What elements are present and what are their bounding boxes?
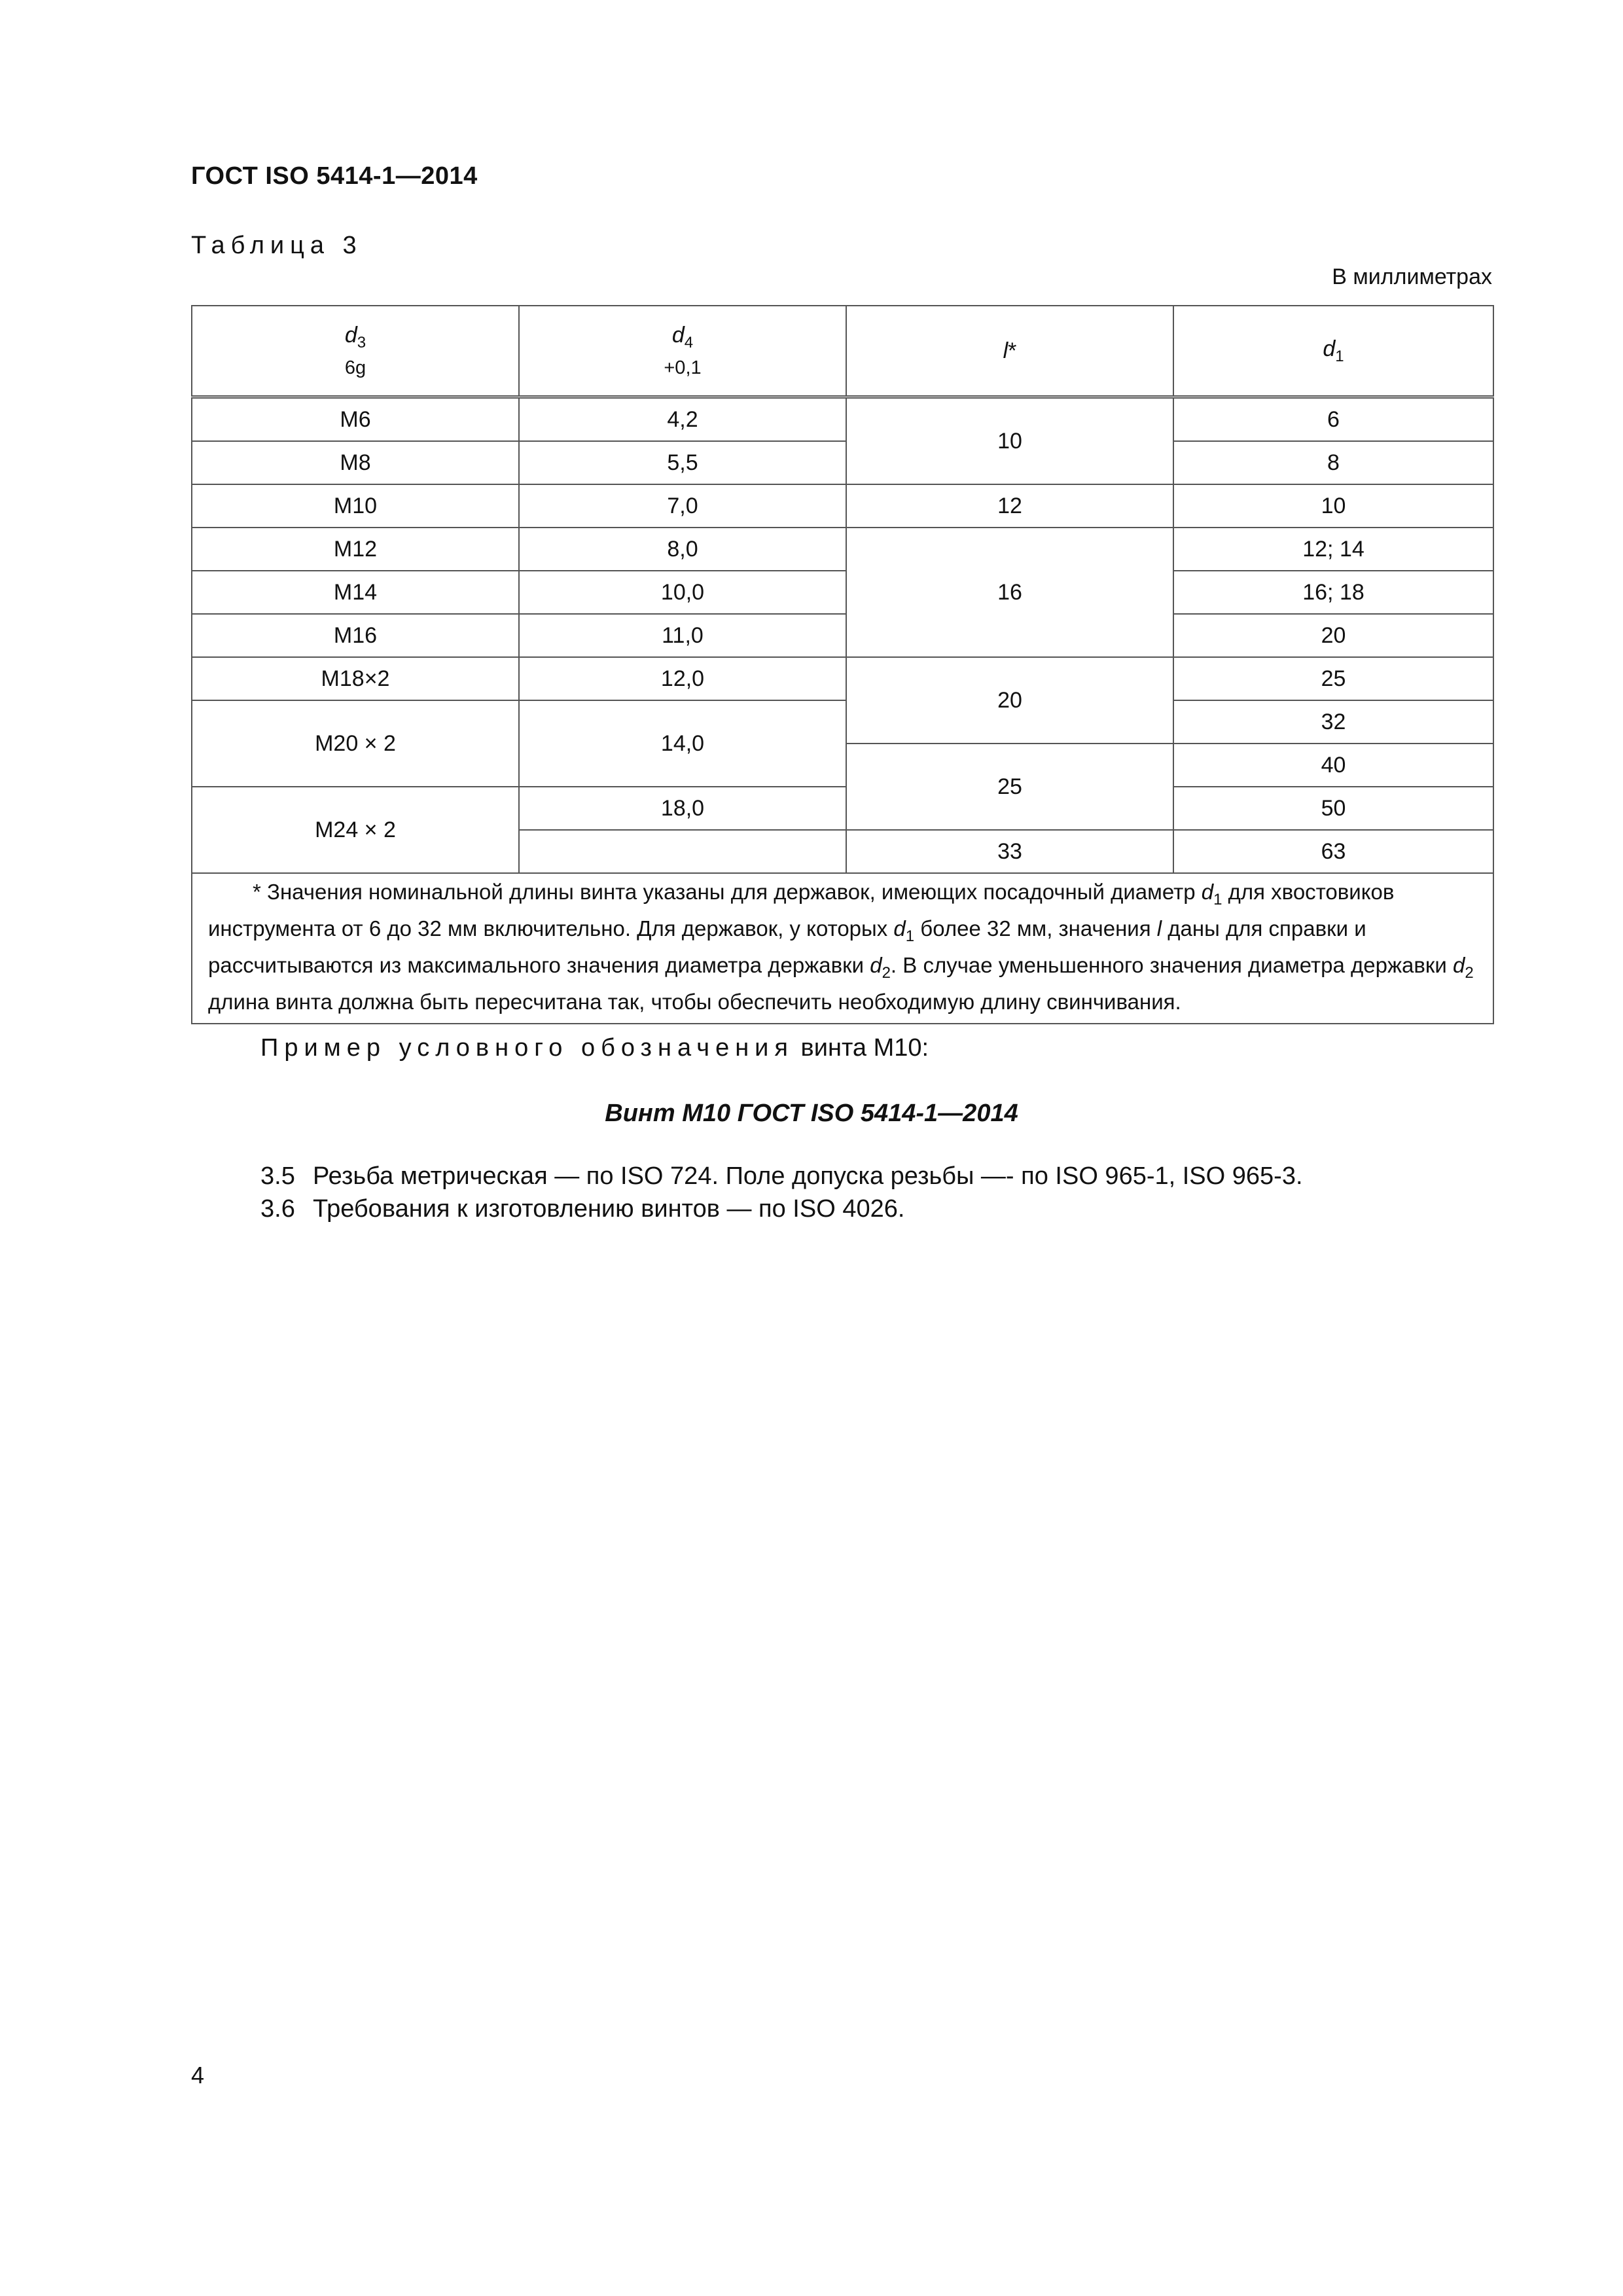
- symbol: d: [1323, 336, 1336, 361]
- cell-d3: M18×2: [192, 657, 519, 700]
- cell-d1: 63: [1173, 830, 1493, 873]
- table-row: [192, 528, 1493, 571]
- example-designation: Винт М10 ГОСТ ISO 5414-1—2014: [605, 1100, 1018, 1127]
- cell-d4-empty: [519, 830, 846, 873]
- note-subscript: 1: [1213, 891, 1222, 908]
- note-text: * Значения номинальной длины винта указаны для державок, имеющих посадочный диаметр: [253, 880, 1202, 904]
- cell-d1: 10: [1173, 484, 1493, 528]
- note-symbol: d: [1201, 880, 1214, 904]
- tolerance: +0,1: [664, 357, 702, 378]
- cell-d1: 40: [1173, 744, 1493, 787]
- clause-text: Требования к изготовлению винтов — по ISO 4026.: [313, 1195, 905, 1223]
- cell-d4: 5,5: [519, 441, 846, 484]
- note-subscript: 2: [1465, 964, 1474, 982]
- cell-l: 10: [846, 397, 1173, 485]
- clause-3-5: [260, 1162, 1303, 1191]
- cell-l: 33: [846, 830, 1173, 873]
- note-text: для хвостовиков инструмента от 6 до 32 мм включительно. Для державок, у которых: [208, 880, 1395, 941]
- symbol: l: [1003, 338, 1008, 363]
- note-text: более 32 мм, значения: [914, 916, 1157, 941]
- column-header-d3: [192, 306, 519, 397]
- cell-d1: 20: [1173, 614, 1493, 657]
- document-header: ГОСТ ISO 5414-1—2014: [191, 162, 478, 190]
- subscript: 3: [357, 333, 366, 351]
- table-row: [192, 700, 1493, 744]
- footnote-mark: *: [1008, 338, 1017, 363]
- note-symbol: d: [1452, 953, 1465, 977]
- clause-text: Резьба метрическая — по ISO 724. Поле допуска резьбы —- по ISO 965-1, ISO 965-3.: [313, 1162, 1303, 1190]
- clause-number: 3.5: [260, 1162, 295, 1190]
- table-footnote: [192, 873, 1493, 1024]
- column-header-d4: [519, 306, 846, 397]
- note-text: . В случае уменьшенного значения диаметра державки: [890, 953, 1453, 977]
- cell-l: 12: [846, 484, 1173, 528]
- table-row: [192, 397, 1493, 442]
- symbol: d: [344, 322, 357, 348]
- note-subscript: 1: [905, 927, 915, 945]
- table-note-row: [192, 873, 1493, 1024]
- table-row: [192, 484, 1493, 528]
- cell-d4: 10,0: [519, 571, 846, 614]
- clause-3-6: [260, 1195, 904, 1223]
- cell-d4: 8,0: [519, 528, 846, 571]
- table-row: [192, 787, 1493, 830]
- tolerance: 6g: [344, 357, 366, 378]
- cell-d3: M16: [192, 614, 519, 657]
- note-text: даны для справки и рассчитываются из максимального значения диаметра державки: [208, 916, 1366, 977]
- cell-d3: M6: [192, 397, 519, 442]
- table-header-row: [192, 306, 1493, 397]
- page-number: 4: [191, 2062, 205, 2089]
- cell-d4: 12,0: [519, 657, 846, 700]
- cell-d3: M20 × 2: [192, 700, 519, 787]
- cell-d4: 7,0: [519, 484, 846, 528]
- cell-d4: 11,0: [519, 614, 846, 657]
- table-row: [192, 571, 1493, 614]
- cell-d3: M14: [192, 571, 519, 614]
- example-label: Пример условного обозначения: [260, 1034, 794, 1062]
- cell-d1: 6: [1173, 397, 1493, 442]
- note-symbol: l: [1156, 916, 1162, 941]
- table-caption: Таблица 3: [191, 232, 363, 259]
- cell-d4: 18,0: [519, 787, 846, 830]
- table-row: [192, 441, 1493, 484]
- cell-l: 25: [846, 744, 1173, 830]
- cell-d1: 25: [1173, 657, 1493, 700]
- cell-d1: 50: [1173, 787, 1493, 830]
- cell-d3: M8: [192, 441, 519, 484]
- cell-d4: 4,2: [519, 397, 846, 442]
- table-row: [192, 614, 1493, 657]
- example-rest: винта М10:: [794, 1034, 929, 1062]
- cell-d1: 16; 18: [1173, 571, 1493, 614]
- symbol: d: [671, 322, 685, 348]
- clause-number: 3.6: [260, 1195, 295, 1223]
- note-symbol: d: [870, 953, 882, 977]
- note-symbol: d: [893, 916, 906, 941]
- column-header-l: [846, 306, 1173, 397]
- note-text: длина винта должна быть пересчитана так, чтобы обеспечить необходимую длину свинчивания.: [208, 990, 1181, 1014]
- example-line: [260, 1034, 929, 1062]
- cell-d4: 14,0: [519, 700, 846, 787]
- cell-d1: 8: [1173, 441, 1493, 484]
- cell-d3: M12: [192, 528, 519, 571]
- dimensions-table: [191, 305, 1494, 1024]
- subscript: 1: [1335, 348, 1344, 365]
- units-label: В миллиметрах: [1332, 264, 1492, 289]
- column-header-d1: [1173, 306, 1493, 397]
- cell-d1: 32: [1173, 700, 1493, 744]
- cell-l: 20: [846, 657, 1173, 744]
- subscript: 4: [684, 333, 694, 351]
- cell-d1: 12; 14: [1173, 528, 1493, 571]
- cell-d3: M10: [192, 484, 519, 528]
- cell-d3: M24 × 2: [192, 787, 519, 873]
- table-row: [192, 657, 1493, 700]
- note-subscript: 2: [882, 964, 891, 982]
- cell-l: 16: [846, 528, 1173, 657]
